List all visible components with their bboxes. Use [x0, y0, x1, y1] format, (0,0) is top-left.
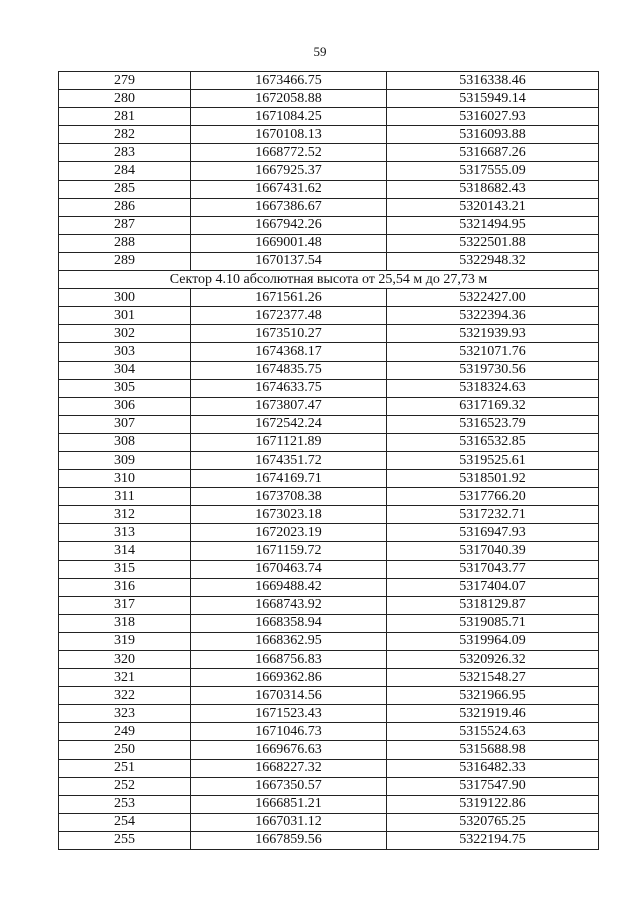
y-coordinate-cell: 5319085.71 — [387, 614, 599, 632]
point-number-cell: 322 — [59, 687, 191, 705]
point-number-cell: 252 — [59, 777, 191, 795]
table-row — [59, 831, 599, 849]
table-row — [59, 415, 599, 433]
y-coordinate-cell: 5317040.39 — [387, 542, 599, 560]
x-coordinate-cell: 1669001.48 — [191, 234, 387, 252]
y-coordinate-cell: 6317169.32 — [387, 397, 599, 415]
x-coordinate-cell: 1667350.57 — [191, 777, 387, 795]
x-coordinate-cell: 1672377.48 — [191, 307, 387, 325]
y-coordinate-cell: 5317555.09 — [387, 162, 599, 180]
table-row — [59, 632, 599, 650]
y-coordinate-cell: 5316523.79 — [387, 415, 599, 433]
point-number-cell: 286 — [59, 198, 191, 216]
y-coordinate-cell: 5320926.32 — [387, 651, 599, 669]
x-coordinate-cell: 1668227.32 — [191, 759, 387, 777]
y-coordinate-cell: 5321966.95 — [387, 687, 599, 705]
y-coordinate-cell: 5317043.77 — [387, 560, 599, 578]
table-row — [59, 669, 599, 687]
x-coordinate-cell: 1673510.27 — [191, 325, 387, 343]
x-coordinate-cell: 1674169.71 — [191, 470, 387, 488]
table-row — [59, 252, 599, 270]
x-coordinate-cell: 1667031.12 — [191, 813, 387, 831]
y-coordinate-cell: 5319730.56 — [387, 361, 599, 379]
point-number-cell: 254 — [59, 813, 191, 831]
y-coordinate-cell: 5322427.00 — [387, 289, 599, 307]
y-coordinate-cell: 5319964.09 — [387, 632, 599, 650]
x-coordinate-cell: 1667386.67 — [191, 198, 387, 216]
point-number-cell: 311 — [59, 488, 191, 506]
x-coordinate-cell: 1668756.83 — [191, 651, 387, 669]
table-row — [59, 379, 599, 397]
x-coordinate-cell: 1674633.75 — [191, 379, 387, 397]
table-row — [59, 289, 599, 307]
x-coordinate-cell: 1671523.43 — [191, 705, 387, 723]
y-coordinate-cell: 5317404.07 — [387, 578, 599, 596]
x-coordinate-cell: 1673466.75 — [191, 72, 387, 90]
table-row — [59, 433, 599, 451]
x-coordinate-cell: 1671159.72 — [191, 542, 387, 560]
point-number-cell: 309 — [59, 451, 191, 469]
x-coordinate-cell: 1668743.92 — [191, 596, 387, 614]
x-coordinate-cell: 1668362.95 — [191, 632, 387, 650]
table-row — [59, 325, 599, 343]
y-coordinate-cell: 5316027.93 — [387, 108, 599, 126]
x-coordinate-cell: 1670137.54 — [191, 252, 387, 270]
table-row — [59, 108, 599, 126]
y-coordinate-cell: 5317766.20 — [387, 488, 599, 506]
table-row — [59, 307, 599, 325]
x-coordinate-cell: 1668358.94 — [191, 614, 387, 632]
point-number-cell: 251 — [59, 759, 191, 777]
y-coordinate-cell: 5316947.93 — [387, 524, 599, 542]
x-coordinate-cell: 1672023.19 — [191, 524, 387, 542]
sector-heading: Сектор 4.10 абсолютная высота от 25,54 м до 27,73 м — [59, 271, 599, 289]
table-row — [59, 451, 599, 469]
point-number-cell: 310 — [59, 470, 191, 488]
x-coordinate-cell: 1670108.13 — [191, 126, 387, 144]
x-coordinate-cell: 1671046.73 — [191, 723, 387, 741]
point-number-cell: 318 — [59, 614, 191, 632]
x-coordinate-cell: 1671121.89 — [191, 433, 387, 451]
x-coordinate-cell: 1667431.62 — [191, 180, 387, 198]
x-coordinate-cell: 1674368.17 — [191, 343, 387, 361]
point-number-cell: 303 — [59, 343, 191, 361]
point-number-cell: 304 — [59, 361, 191, 379]
y-coordinate-cell: 5316338.46 — [387, 72, 599, 90]
y-coordinate-cell: 5315949.14 — [387, 90, 599, 108]
point-number-cell: 306 — [59, 397, 191, 415]
point-number-cell: 313 — [59, 524, 191, 542]
x-coordinate-cell: 1670314.56 — [191, 687, 387, 705]
table-row — [59, 705, 599, 723]
point-number-cell: 279 — [59, 72, 191, 90]
y-coordinate-cell: 5322194.75 — [387, 831, 599, 849]
y-coordinate-cell: 5321939.93 — [387, 325, 599, 343]
y-coordinate-cell: 5322948.32 — [387, 252, 599, 270]
point-number-cell: 288 — [59, 234, 191, 252]
point-number-cell: 316 — [59, 578, 191, 596]
y-coordinate-cell: 5320765.25 — [387, 813, 599, 831]
x-coordinate-cell: 1672542.24 — [191, 415, 387, 433]
point-number-cell: 300 — [59, 289, 191, 307]
point-number-cell: 255 — [59, 831, 191, 849]
table-row — [59, 144, 599, 162]
y-coordinate-cell: 5316687.26 — [387, 144, 599, 162]
table-row — [59, 506, 599, 524]
table-row — [59, 198, 599, 216]
point-number-cell: 285 — [59, 180, 191, 198]
table-row — [59, 524, 599, 542]
point-number-cell: 323 — [59, 705, 191, 723]
x-coordinate-cell: 1669676.63 — [191, 741, 387, 759]
coordinates-table-body — [59, 72, 599, 850]
table-row — [59, 759, 599, 777]
y-coordinate-cell: 5320143.21 — [387, 198, 599, 216]
point-number-cell: 321 — [59, 669, 191, 687]
page-number: 59 — [313, 44, 327, 59]
table-row — [59, 560, 599, 578]
table-row — [59, 162, 599, 180]
table-row — [59, 126, 599, 144]
x-coordinate-cell: 1669488.42 — [191, 578, 387, 596]
y-coordinate-cell: 5317232.71 — [387, 506, 599, 524]
table-row — [59, 488, 599, 506]
point-number-cell: 312 — [59, 506, 191, 524]
point-number-cell: 305 — [59, 379, 191, 397]
x-coordinate-cell: 1667942.26 — [191, 216, 387, 234]
table-row — [59, 687, 599, 705]
y-coordinate-cell: 5318682.43 — [387, 180, 599, 198]
x-coordinate-cell: 1669362.86 — [191, 669, 387, 687]
point-number-cell: 281 — [59, 108, 191, 126]
y-coordinate-cell: 5319122.86 — [387, 795, 599, 813]
y-coordinate-cell: 5321548.27 — [387, 669, 599, 687]
x-coordinate-cell: 1673807.47 — [191, 397, 387, 415]
y-coordinate-cell: 5321494.95 — [387, 216, 599, 234]
point-number-cell: 287 — [59, 216, 191, 234]
table-row — [59, 361, 599, 379]
point-number-cell: 319 — [59, 632, 191, 650]
table-row — [59, 180, 599, 198]
point-number-cell: 308 — [59, 433, 191, 451]
y-coordinate-cell: 5322394.36 — [387, 307, 599, 325]
point-number-cell: 302 — [59, 325, 191, 343]
point-number-cell: 307 — [59, 415, 191, 433]
y-coordinate-cell: 5318129.87 — [387, 596, 599, 614]
point-number-cell: 253 — [59, 795, 191, 813]
table-row — [59, 578, 599, 596]
y-coordinate-cell: 5316482.33 — [387, 759, 599, 777]
point-number-cell: 280 — [59, 90, 191, 108]
x-coordinate-cell: 1674835.75 — [191, 361, 387, 379]
table-row — [59, 777, 599, 795]
y-coordinate-cell: 5321071.76 — [387, 343, 599, 361]
table-row — [59, 614, 599, 632]
table-row — [59, 234, 599, 252]
table-row — [59, 397, 599, 415]
point-number-cell: 249 — [59, 723, 191, 741]
table-row — [59, 343, 599, 361]
table-row — [59, 651, 599, 669]
table-row — [59, 795, 599, 813]
point-number-cell: 250 — [59, 741, 191, 759]
x-coordinate-cell: 1668772.52 — [191, 144, 387, 162]
x-coordinate-cell: 1672058.88 — [191, 90, 387, 108]
table-row — [59, 542, 599, 560]
x-coordinate-cell: 1673023.18 — [191, 506, 387, 524]
point-number-cell: 317 — [59, 596, 191, 614]
point-number-cell: 314 — [59, 542, 191, 560]
coordinates-table — [58, 71, 599, 850]
point-number-cell: 320 — [59, 651, 191, 669]
point-number-cell: 289 — [59, 252, 191, 270]
y-coordinate-cell: 5317547.90 — [387, 777, 599, 795]
y-coordinate-cell: 5319525.61 — [387, 451, 599, 469]
table-row — [59, 723, 599, 741]
table-row — [59, 470, 599, 488]
table-row — [59, 216, 599, 234]
x-coordinate-cell: 1666851.21 — [191, 795, 387, 813]
point-number-cell: 282 — [59, 126, 191, 144]
y-coordinate-cell: 5315524.63 — [387, 723, 599, 741]
y-coordinate-cell: 5316532.85 — [387, 433, 599, 451]
y-coordinate-cell: 5315688.98 — [387, 741, 599, 759]
x-coordinate-cell: 1667859.56 — [191, 831, 387, 849]
y-coordinate-cell: 5321919.46 — [387, 705, 599, 723]
point-number-cell: 301 — [59, 307, 191, 325]
x-coordinate-cell: 1670463.74 — [191, 560, 387, 578]
x-coordinate-cell: 1671084.25 — [191, 108, 387, 126]
table-row — [59, 741, 599, 759]
x-coordinate-cell: 1673708.38 — [191, 488, 387, 506]
y-coordinate-cell: 5322501.88 — [387, 234, 599, 252]
table-row — [59, 813, 599, 831]
x-coordinate-cell: 1667925.37 — [191, 162, 387, 180]
y-coordinate-cell: 5316093.88 — [387, 126, 599, 144]
x-coordinate-cell: 1671561.26 — [191, 289, 387, 307]
point-number-cell: 283 — [59, 144, 191, 162]
table-row — [59, 90, 599, 108]
sector-heading-row — [59, 271, 599, 289]
table-row — [59, 596, 599, 614]
y-coordinate-cell: 5318501.92 — [387, 470, 599, 488]
y-coordinate-cell: 5318324.63 — [387, 379, 599, 397]
x-coordinate-cell: 1674351.72 — [191, 451, 387, 469]
point-number-cell: 315 — [59, 560, 191, 578]
table-row — [59, 72, 599, 90]
point-number-cell: 284 — [59, 162, 191, 180]
